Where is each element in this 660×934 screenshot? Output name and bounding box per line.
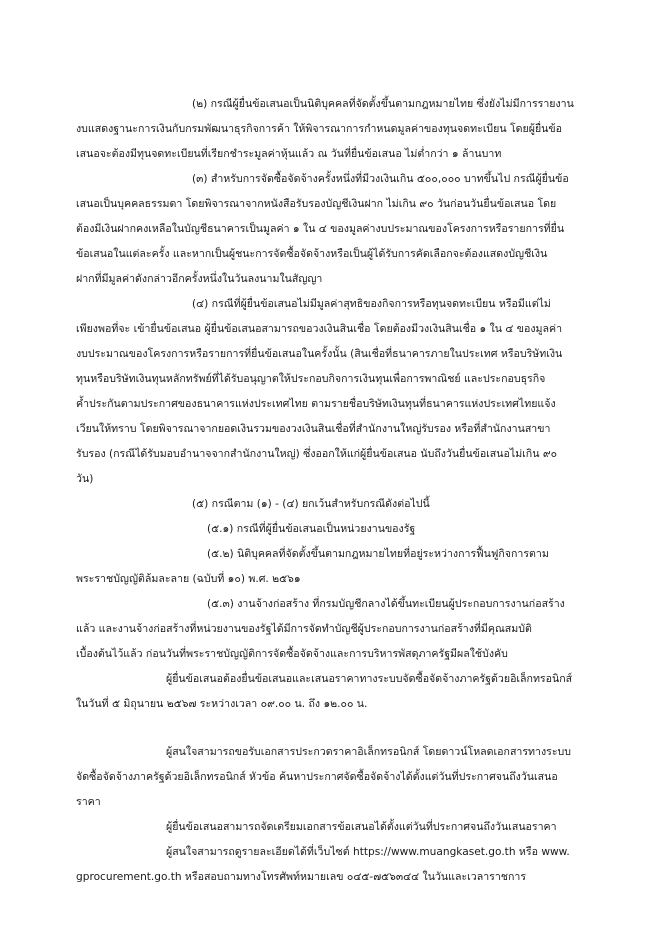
para-5-heading: (๕) กรณีตาม (๑) - (๔) ยกเว้นสำหรับกรณีดังต่อไปนี้ bbox=[192, 498, 430, 510]
para-5-2-line-1: (๕.๒) นิติบุคคลที่จัดตั้งขึ้นตามกฎหมายไทยที่อยู่ระหว่างการฟื้นฟูกิจการตาม bbox=[207, 548, 549, 560]
para-5-3-line-1: (๕.๓) งานจ้างก่อสร้าง ที่กรมบัญชีกลางได้ขึ้นทะเบียนผู้ประกอบการงานก่อสร้าง bbox=[207, 598, 565, 610]
para-4-line-3: งบประมาณของโครงการหรือรายการที่ยื่นข้อเสนอในครั้งนั้น (สินเชื่อที่ธนาคารภายในประเทศ หรือบริษัทเงิน bbox=[76, 348, 563, 360]
download-line-1: ผู้สนใจสามารถขอรับเอกสารประกวดราคาอิเล็กทรอนิกส์ โดยดาวน์โหลดเอกสารทางระบบ bbox=[166, 746, 571, 758]
download-line-3: ราคา bbox=[76, 796, 101, 808]
submission-line-2: ในวันที่ ๕ มิถุนายน ๒๕๖๗ ระหว่างเวลา ๐๙.๐๐ น. ถึง ๑๒.๐๐ น. bbox=[76, 698, 368, 710]
para-2-line-3: เสนอจะต้องมีทุนจดทะเบียนที่เรียกชำระมูลค่าหุ้นแล้ว ณ วันที่ยื่นข้อเสนอ ไม่ต่ำกว่า ๑ ล้านบาท bbox=[76, 148, 502, 160]
contact-line-2: gprocurement.go.th หรือสอบถามทางโทรศัพท์หมายเลข ๐๔๕-๗๕๖๓๔๔ ในวันและเวลาราชการ bbox=[76, 871, 527, 883]
para-4-line-6: เวียนให้ทราบ โดยพิจารณาจากยอดเงินรวมของวงเงินสินเชื่อที่สำนักงานใหญ่รับรอง หรือที่สำนักงานสาขา bbox=[76, 423, 551, 435]
para-3-line-1: (๓) สำหรับการจัดซื้อจัดจ้างครั้งหนึ่งที่มีวงเงินเกิน ๕๐๐,๐๐๐ บาทขึ้นไป กรณีผู้ยื่นข้อ bbox=[192, 173, 569, 185]
submission-line-1: ผู้ยื่นข้อเสนอต้องยื่นข้อเสนอและเสนอราคาทางระบบจัดซื้อจัดจ้างภาครัฐด้วยอิเล็กทรอนิกส์ bbox=[166, 673, 573, 685]
para-4-line-8: วัน) bbox=[76, 473, 94, 485]
contact-line-1: ผู้สนใจสามารถดูรายละเอียดได้ที่เว็บไซต์ https://www.muangkaset.go.th หรือ www. bbox=[166, 846, 570, 858]
para-3-line-2: เสนอเป็นบุคคลธรรมดา โดยพิจารณาจากหนังสือรับรองบัญชีเงินฝาก ไม่เกิน ๙๐ วันก่อนวันยื่นข้อเสนอ โดย bbox=[76, 198, 557, 210]
para-3-line-5: ฝากที่มีมูลค่าดังกล่าวอีกครั้งหนึ่งในวันลงนามในสัญญา bbox=[76, 273, 323, 285]
download-line-2: จัดซื้อจัดจ้างภาครัฐด้วยอิเล็กทรอนิกส์ หัวข้อ ค้นหาประกาศจัดซื้อจัดจ้างได้ตั้งแต่วันที่ประกาศจนถึงวันเสนอ bbox=[76, 771, 558, 783]
para-2-line-1: (๒) กรณีผู้ยื่นข้อเสนอเป็นนิติบุคคลที่จัดตั้งขึ้นตามกฎหมายไทย ซึ่งยังไม่มีการรายงาน bbox=[192, 98, 574, 110]
para-3-line-3: ต้องมีเงินฝากคงเหลือในบัญชีธนาคารเป็นมูลค่า ๑ ใน ๔ ของมูลค่างบประมาณของโครงการหรือรายการที่ยื่น bbox=[76, 223, 565, 235]
prepare-line: ผู้ยื่นข้อเสนอสามารถจัดเตรียมเอกสารข้อเสนอได้ตั้งแต่วันที่ประกาศจนถึงวันเสนอราคา bbox=[166, 821, 557, 833]
para-3-line-4: ข้อเสนอในแต่ละครั้ง และหากเป็นผู้ชนะการจัดซื้อจัดจ้างหรือเป็นผู้ได้รับการคัดเลือกจะต้องแสดงบัญชีเงิน bbox=[76, 248, 548, 260]
para-4-line-4: ทุนหรือบริษัทเงินทุนหลักทรัพย์ที่ได้รับอนุญาตให้ประกอบกิจการเงินทุนเพื่อการพาณิชย์ และประกอบธุรกิจ bbox=[76, 373, 546, 385]
para-4-line-1: (๔) กรณีที่ผู้ยื่นข้อเสนอไม่มีมูลค่าสุทธิของกิจการหรือทุนจดทะเบียน หรือมีแต่ไม่ bbox=[192, 298, 551, 310]
para-5-3-line-2: แล้ว และงานจ้างก่อสร้างที่หน่วยงานของรัฐได้มีการจัดทำบัญชีผู้ประกอบการงานก่อสร้างที่มีคุณสมบัติ bbox=[76, 623, 532, 635]
para-4-line-7: รับรอง (กรณีได้รับมอบอำนาจจากสำนักงานใหญ่) ซึ่งออกให้แก่ผู้ยื่นข้อเสนอ นับถึงวันยื่นข้อเสนอไม่เกิน ๙๐ bbox=[76, 448, 558, 460]
para-2-line-2: งบแสดงฐานะการเงินกับกรมพัฒนาธุรกิจการค้า ให้พิจารณาการกำหนดมูลค่าของทุนจดทะเบียน โดยผู้ยื่นข้อ bbox=[76, 123, 563, 135]
para-5-1: (๕.๑) กรณีที่ผู้ยื่นข้อเสนอเป็นหน่วยงานของรัฐ bbox=[207, 523, 416, 535]
para-4-line-2: เพียงพอที่จะ เข้ายื่นข้อเสนอ ผู้ยื่นข้อเสนอสามารถขอวงเงินสินเชื่อ โดยต้องมีวงเงินสินเชื่อ ๑ ใน ๔ ของมูลค่า bbox=[76, 323, 563, 335]
para-5-3-line-3: เบื้องต้นไว้แล้ว ก่อนวันที่พระราชบัญญัติการจัดซื้อจัดจ้างและการบริหารพัสดุภาครัฐมีผลใช้บังคับ bbox=[76, 648, 508, 660]
para-4-line-5: ค้ำประกันตามประกาศของธนาคารแห่งประเทศไทย ตามรายชื่อบริษัทเงินทุนที่ธนาคารแห่งประเทศไทยแจ้ง bbox=[76, 398, 556, 410]
para-5-2-line-2: พระราชบัญญัติล้มละลาย (ฉบับที่ ๑๐) พ.ศ. ๒๕๖๑ bbox=[76, 573, 301, 585]
